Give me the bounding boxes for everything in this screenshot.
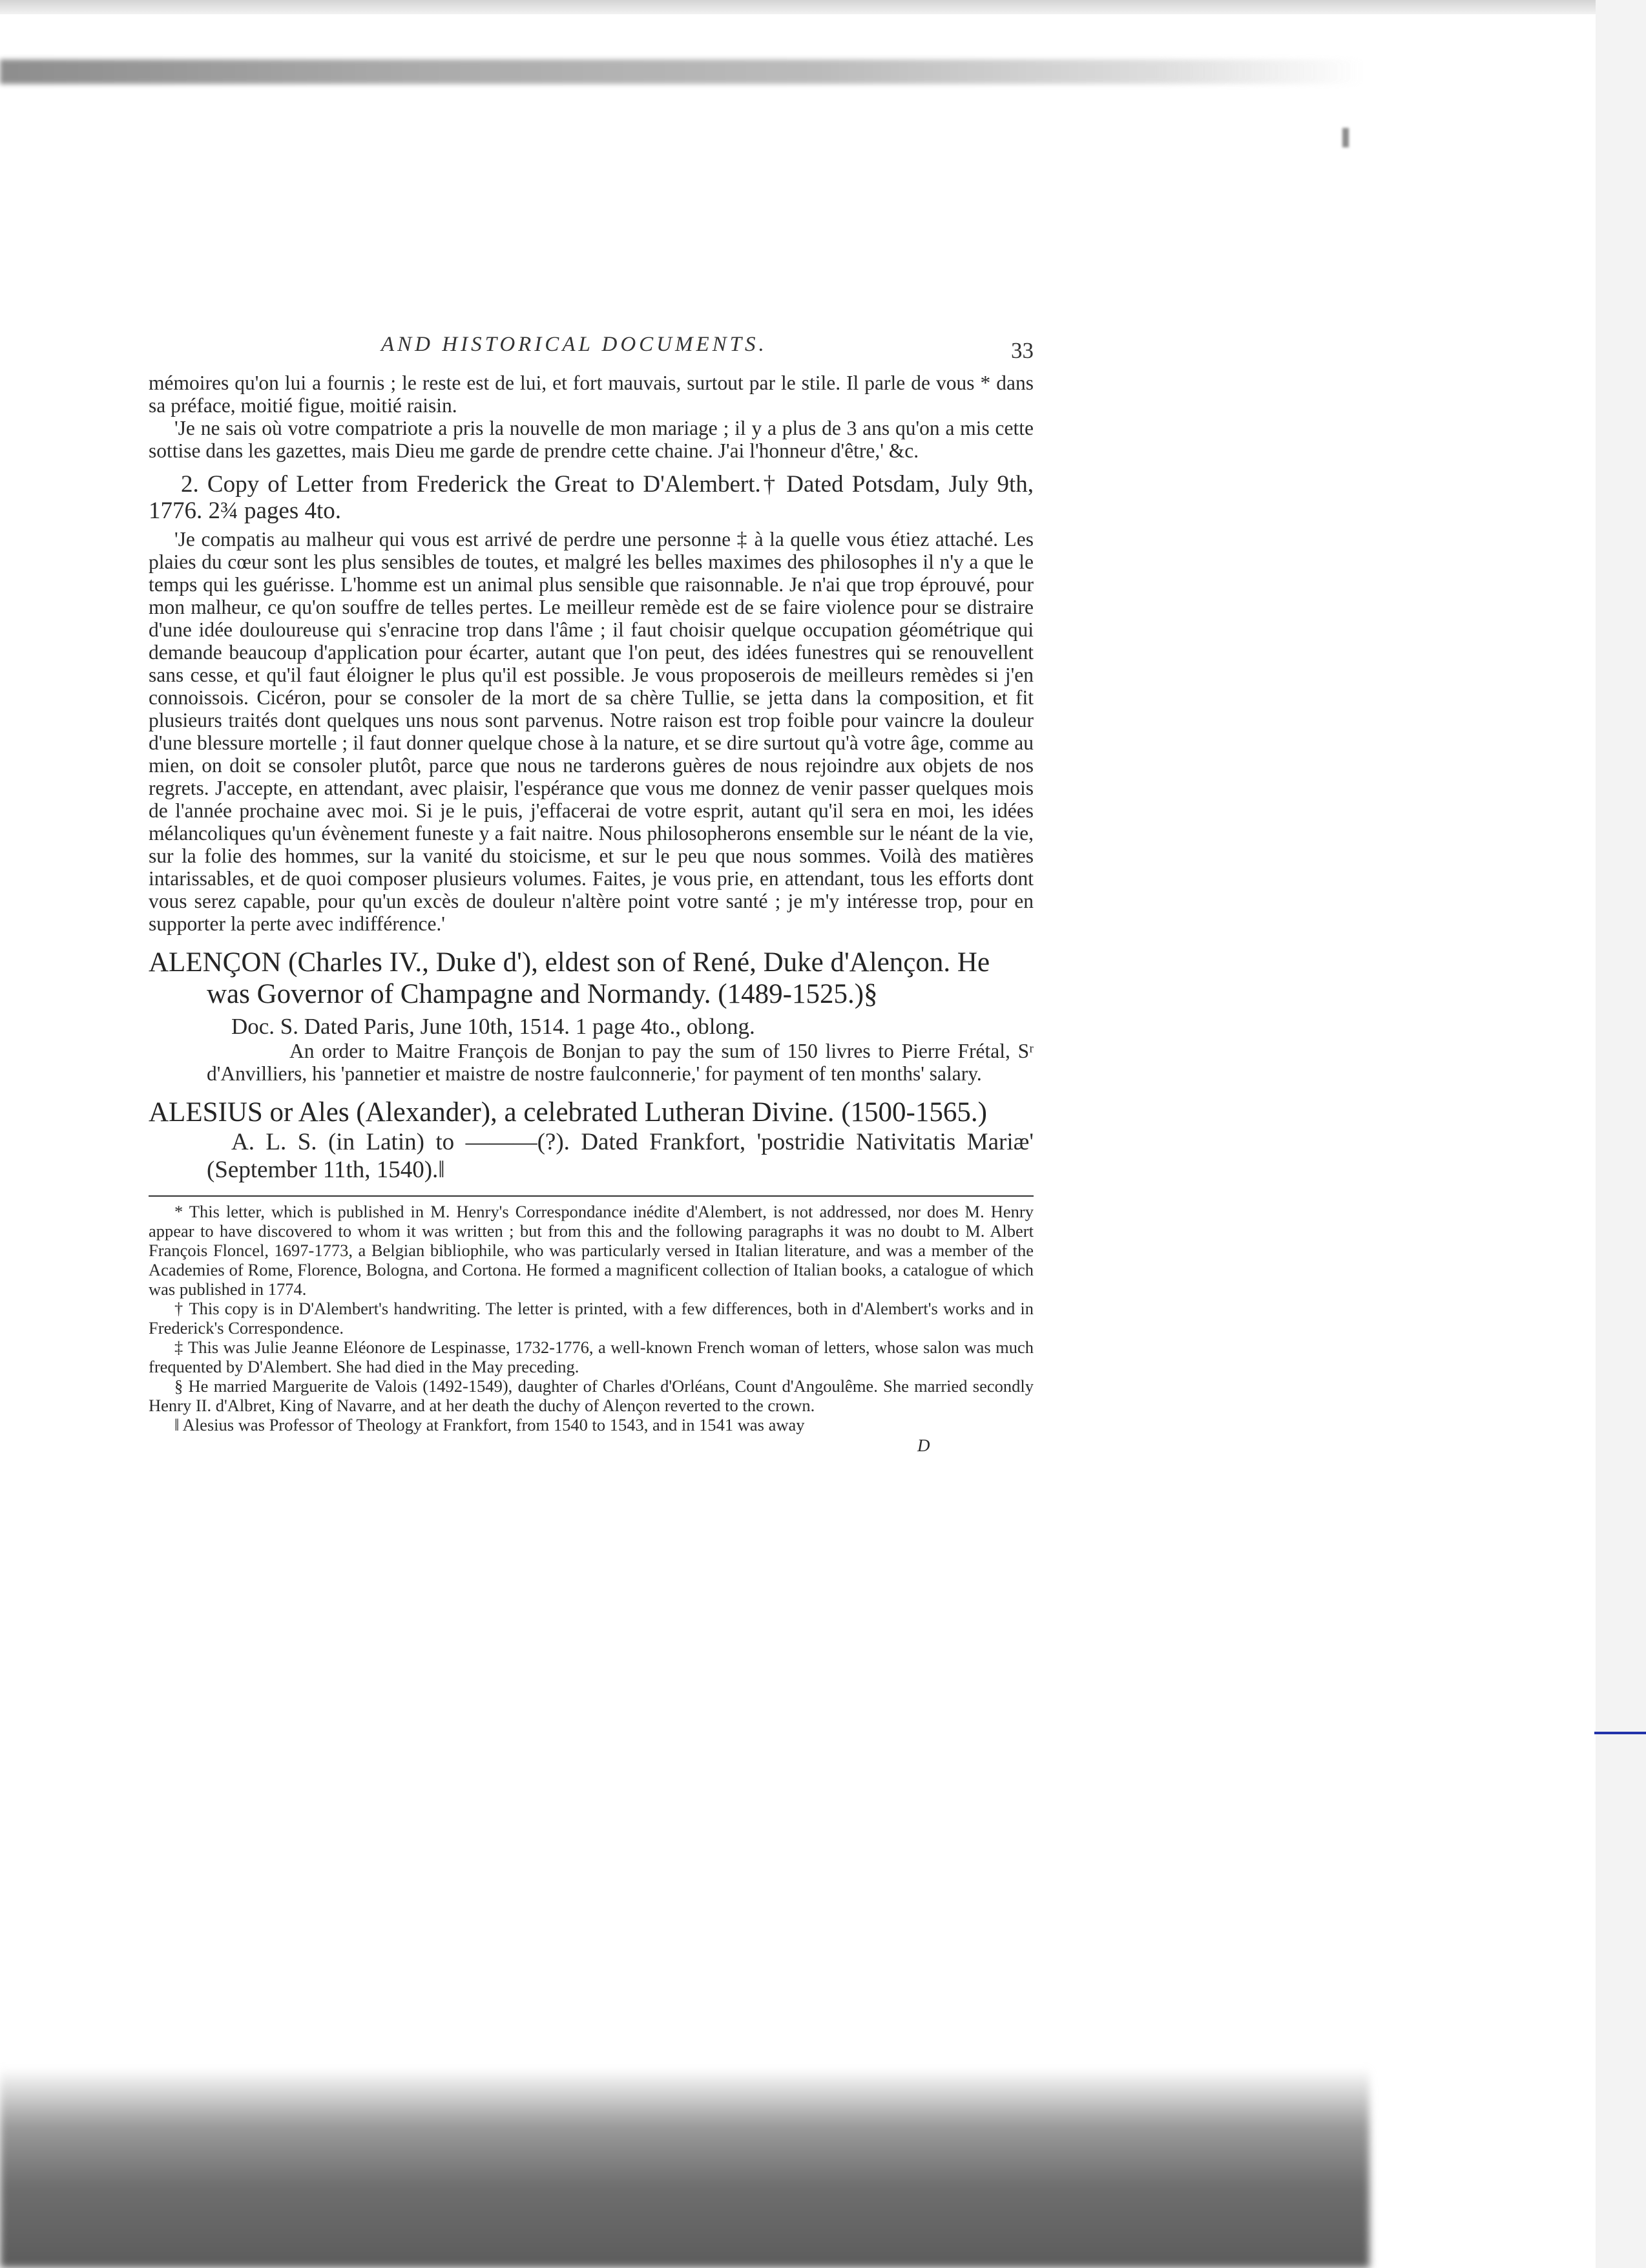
footnotes [149, 1202, 1034, 1434]
scan-top-edge-shadow [0, 59, 1363, 84]
entry-alesius-heading: ALESIUS or Ales (Alexander), a celebrated Lutheran Divine. (1500-1565.) [149, 1097, 987, 1128]
letter-continuation: mémoires qu'on lui a fournis ; le reste est de lui, et fort mauvais, surtout par le stile. Il parle de vous * dans sa préface, moitié figue, moitié raisin. [149, 372, 1034, 417]
footnote: ‡ This was Julie Jeanne Eléonore de Lespinasse, 1732-1776, a well-known French woman of letters, whose salon was much frequented by D'Alembert. She had died in the May preceding. [149, 1338, 1034, 1376]
scan-bottom-shadow [0, 2068, 1370, 2268]
entry-alencon-summary: An order to Maitre François de Bonjan to pay the sum of 150 livres to Pierre Frétal, Sʳ d'Anvilliers, his 'pannetier et maistre de nostre faulconnerie,' for payment of ten months' salary. [207, 1040, 1034, 1085]
footnote: * This letter, which is published in M. Henry's Correspondance inédite d'Alembert, is not addressed, nor does M. Henry appear to have discovered to whom it was written ; but from this and the following paragraphs it was no doubt to M. Albert François Floncel, 1697-1773, a Belgian bibliophile, who was particularly versed in Italian literature, and was a member of the Academies of Rome, Florence, Bologna, and Cortona. He formed a magnificent collection of Italian books, a catalogue of which was published in 1774. [149, 1202, 1034, 1299]
scan-blue-mark [1594, 1732, 1646, 1734]
page-number: 33 [1011, 338, 1034, 363]
running-head: AND HISTORICAL DOCUMENTS. [381, 333, 767, 356]
entry-alesius-doc: A. L. S. (in Latin) to ———(?). Dated Frankfort, 'postridie Nativitatis Mariæ' (September 11th, 1540).‖ [207, 1129, 1034, 1183]
letter-continuation-paragraph: 'Je ne sais où votre compatriote a pris la nouvelle de mon mariage ; il y a plus de 3 ans qu'on a mis cette sottise dans les gazettes, mais Dieu me garde de prendre cette chaine. J'ai l'honneur d'être,' &c. [149, 417, 1034, 462]
book-page [149, 333, 1034, 1456]
item-2-quote: 'Je compatis au malheur qui vous est arrivé de perdre une personne ‡ à la quelle vous étiez attaché. Les plaies du cœur sont les plus sensibles de toutes, et malgré les belles maximes des philosophes il n'y a que le temps qui les guérisse. L'homme est un animal plus sensible que raisonnable. Je n'ai que trop éprouvé, pour mon malheur, ce qu'on souffre de telles pertes. Le meilleur remède est de se faire violence pour se distraire d'une idée douloureuse qui s'enracine trop dans l'âme ; il faut choisir quelque occupation géométrique qui demande beaucoup d'application pour écarter, autant que l'on peut, des idées funestres qui se renouvellent sans cesse, et qu'il faut éloigner le plus qu'il est possible. Je vous proposerois de meilleurs remèdes si j'en connoissois. Cicéron, pour se consoler de la mort de sa chère Tullie, se jetta dans la composition, et fit plusieurs traités dont quelques uns nous sont parvenus. Notre raison est trop foible pour vaincre la douleur d'une blessure mortelle ; il faut donner quelque chose à la nature, et se dire surtout qu'à votre âge, comme au mien, on doit se consoler plutôt, parce que nous ne tarderons guères de nous rejoindre aux objets de nos regrets. J'accepte, en attendant, avec plaisir, l'espérance que vous me donnez de venir passer quelques mois de l'année prochaine avec moi. Si je le puis, j'effacerai de votre esprit, autant qu'il sera en moi, les idées mélancoliques qu'un évènement funeste y a fait naitre. Nous philosopherons ensemble sur le néant de la vie, sur la folie des hommes, sur la vanité du stoicisme, et sur le peu que nous sommes. Voilà des matières intarissables, et de quoi composer plusieurs volumes. Faites, je vous prie, en attendant, tous les efforts dont vous serez capable, pour qu'un excès de douleur n'altère point votre santé ; je m'y intéresse trop, pour en supporter la perte avec indifférence.' [149, 528, 1034, 935]
scan-edge-mark [1342, 128, 1349, 147]
footnote: ‖ Alesius was Professor of Theology at Frankfort, from 1540 to 1543, and in 1541 was away [174, 1415, 805, 1434]
footnote: § He married Marguerite de Valois (1492-1549), daughter of Charles d'Orléans, Count d'Angoulême. She married secondly Henry II. d'Albret, King of Navarre, and at her death the duchy of Alençon reverted to the crown. [149, 1376, 1034, 1415]
item-2-heading: 2. Copy of Letter from Frederick the Great to D'Alembert.† Dated Potsdam, July 9th, 1776. 2¾ pages 4to. [149, 471, 1034, 524]
signature-mark: D [917, 1436, 930, 1455]
footnote: † This copy is in D'Alembert's handwriting. The letter is printed, with a few differences, both in d'Alembert's works and in Frederick's Correspondence. [149, 1299, 1034, 1338]
scan-top-band [0, 0, 1646, 14]
page-header [149, 333, 1034, 372]
entry-alencon-heading: ALENÇON (Charles IV., Duke d'), eldest son of René, Duke d'Alençon. He was Governor of Champagne and Normandy. (1489-1525.)§ [149, 947, 990, 1009]
scan-right-margin [1596, 0, 1646, 2268]
entry-alencon-doc: Doc. S. Dated Paris, June 10th, 1514. 1 page 4to., oblong. [231, 1014, 755, 1039]
footnote-divider [149, 1195, 1034, 1197]
